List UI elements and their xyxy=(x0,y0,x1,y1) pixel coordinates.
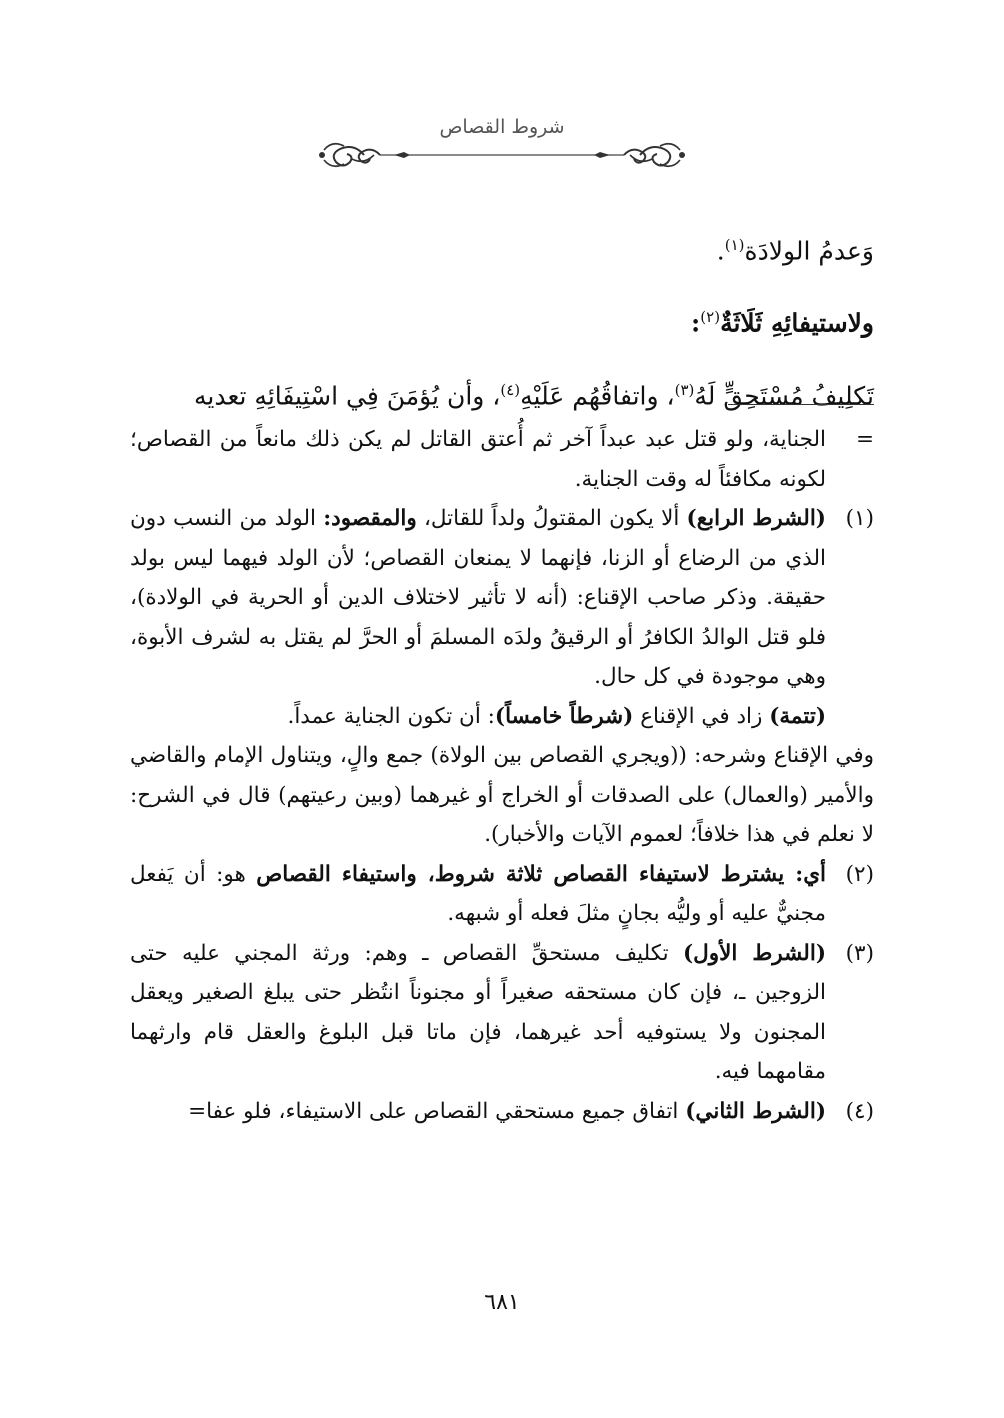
footnote-1-emphasis: والمقصود: xyxy=(323,506,417,531)
footnote-continuation xyxy=(130,420,874,499)
footnote-4-heading: (الشرط الثاني) xyxy=(685,1098,826,1124)
text-line-1-end: . xyxy=(716,236,725,266)
text-line-3-part-a: تَكلِيفُ مُسْتَحِقٍّ لَهُ xyxy=(694,381,874,411)
footnotes-section xyxy=(130,420,874,1131)
continuation-marker: = xyxy=(855,427,874,452)
footnote-3-text: تكليف مستحقِّ القصاص ـ وهم: ورثة المجني عليه حتى الزوجين ـ، فإن كان مستحقه صغيراً أو مجنوناً انتُظر حتى يبلغ الصغير ويعقل المجنون ولا يستوفيه أحد غيرهما، فإن ماتا قبل البلوغ والعقل قام وارثهما مقامهما فيه. xyxy=(130,940,826,1084)
footnote-ref-2: (٢) xyxy=(700,308,721,326)
iqna-text: وفي الإقناع وشرحه: ((ويجري القصاص بين الولاة) جمع والٍ، ويتناول الإمام والقاضي والأمير (والعمال) على الصدقات أو الخراج أو غيرهما (وبين رعيتهم) قال في الشرح: لا نعلم في هذا خلافاً؛ لعموم الآيات والأخبار). xyxy=(130,743,874,847)
footnote-2 xyxy=(130,855,874,934)
footnote-1-text-a: ألا يكون المقتولُ ولداً للقاتل، xyxy=(416,506,687,531)
footnote-4-number: (٤) xyxy=(845,1098,874,1124)
text-line-3-part-c: ، وأن يُؤمَنَ فِي اسْتِيفَائِهِ تعديه xyxy=(193,381,501,411)
footnote-ref-3: (٣) xyxy=(674,381,695,399)
footnote-separator xyxy=(728,404,874,405)
footnote-3-heading: (الشرط الأول) xyxy=(682,940,826,966)
footnote-ref-4: (٤) xyxy=(500,381,521,399)
header-ornament xyxy=(310,138,694,172)
footnote-1-number: (١) xyxy=(845,506,874,531)
footnote-1-iqna-paragraph xyxy=(130,736,874,855)
footnote-1-tatimma xyxy=(130,697,874,737)
tatimma-text-a: زاد في الإقناع xyxy=(633,703,770,729)
page-number: ٦٨١ xyxy=(484,1290,520,1315)
footnote-1 xyxy=(130,499,874,697)
footnote-1-heading: (الشرط الرابع) xyxy=(686,506,826,531)
footnote-ref-1: (١) xyxy=(724,236,745,254)
text-line-3 xyxy=(130,370,874,416)
text-line-2-content: ولاستيفائِهِ ثَلَاثَةٌ xyxy=(720,308,874,338)
text-line-1-content: وَعدمُ الولادَة xyxy=(744,236,874,266)
text-line-1 xyxy=(130,225,874,271)
footnote-2-number: (٢) xyxy=(845,861,874,887)
text-line-2-end: : xyxy=(691,308,701,338)
tatimma-heading: (تتمة) xyxy=(769,703,826,729)
running-header xyxy=(0,116,1004,138)
footnote-continuation-text: الجناية، ولو قتل عبد عبداً آخر ثم أُعتق القاتل لم يكن ذلك مانعاً من القصاص؛ لكونه مكافئاً له وقت الجناية. xyxy=(130,427,826,492)
footnote-3 xyxy=(130,934,874,1092)
footnote-4 xyxy=(130,1092,874,1132)
footnote-3-number: (٣) xyxy=(845,940,874,966)
footnote-4-text: اتفاق جميع مستحقي القصاص على الاستيفاء، فلو عفا= xyxy=(188,1098,686,1124)
footnote-2-text: هو: أن يَفعل مجنيٌّ عليه أو وليُّه بجانٍ مثلَ فعله أو شبهه. xyxy=(130,861,826,926)
tatimma-emphasis: (شرطاً خامساً) xyxy=(494,703,634,729)
text-line-2 xyxy=(130,297,874,343)
footnote-2-heading: أي: يشترط لاستيفاء القصاص ثلاثة شروط، واستيفاء القصاص xyxy=(256,861,827,887)
footnote-1-text-b: الولد من النسب دون الذي من الرضاع أو الزنا، فإنهما لا يمنعان القصاص؛ لأن الولد فيهما ليس بولد حقيقة. وذكر صاحب الإقناع: (أنه لا تأثير لاختلاف الدين أو الحرية في الولادة)، فلو قتل الوالدُ الكافرُ أو الرقيقُ ولدَه المسلمَ أو الحرَّ لم يقتل به لشرف الأبوة، وهي موجودة في كل حال. xyxy=(130,506,826,689)
header-title: شروط القصاص xyxy=(439,116,565,138)
text-line-3-part-b: ، واتفاقُهُم عَلَيْهِ xyxy=(520,381,675,411)
tatimma-text-b: : أن تكون الجناية عمداً. xyxy=(287,703,495,729)
